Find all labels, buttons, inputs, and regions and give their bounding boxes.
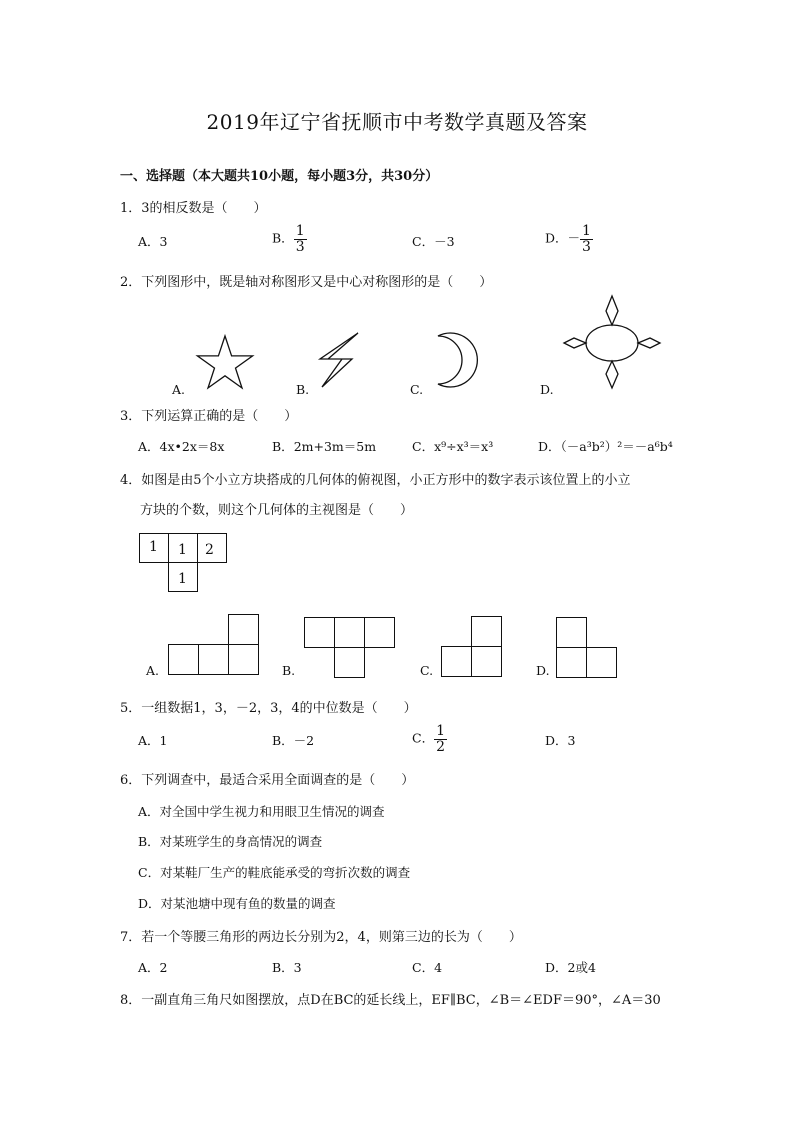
question-1-option-a: A．3 [138, 234, 168, 249]
question-2-option-c: C. [410, 382, 424, 397]
question-4-option-a: A. [146, 663, 160, 678]
grid-number: 1 [149, 539, 158, 555]
question-6-stem: 6．下列调查中，最适合采用全面调查的是（ ） [120, 773, 415, 788]
section-heading: 一、选择题（本大题共10小题，每小题3分，共30分） [120, 169, 439, 184]
question-3-option-c [412, 437, 493, 455]
question-7-stem: 7．若一个等腰三角形的两边长分别为2，4，则第三边的长为（ ） [120, 930, 522, 945]
expression: 2m+3m＝5m [293, 439, 377, 454]
question-4-option-b: B. [282, 663, 296, 678]
fraction [434, 724, 447, 754]
option-label: B． [272, 439, 294, 454]
question-4-stem-line-2: 方块的个数，则这个几何体的主视图是（ ） [140, 503, 414, 518]
crescent-moon-figure [428, 330, 486, 390]
question-1-option-b [272, 224, 307, 254]
grid-number: 1 [178, 542, 187, 558]
question-4-option-d: D. [536, 663, 550, 678]
question-6-option-c: C．对某鞋厂生产的鞋底能承受的弯折次数的调查 [138, 865, 411, 880]
question-1-stem: 1．3的相反数是（ ） [120, 201, 267, 216]
question-7-option-d: D．2或4 [545, 960, 596, 975]
question-4-stem-line-1: 4．如图是由5个小立方块搭成的几何体的俯视图，小正方形中的数字表示该位置上的小立 [120, 473, 631, 488]
question-6-option-b: B．对某班学生的身高情况的调查 [138, 834, 323, 849]
expression: 4x•2x＝8x [159, 439, 225, 454]
option-label: A． [138, 439, 160, 454]
question-1-option-c: C．－3 [412, 234, 455, 249]
question-5-option-a: A．1 [138, 733, 168, 748]
question-5-option-c [412, 724, 447, 754]
question-3-option-d [538, 437, 673, 455]
fraction [294, 224, 307, 254]
question-6-option-a: A．对全国中学生视力和用眼卫生情况的调查 [138, 804, 385, 819]
question-2-stem: 2．下列图形中，既是轴对称图形又是中心对称图形的是（ ） [120, 275, 493, 290]
question-1-option-d [545, 224, 593, 254]
grid-cell [364, 617, 395, 648]
question-3-option-b [272, 437, 376, 455]
denominator: 3 [295, 238, 305, 255]
option-label: D．－ [545, 230, 581, 246]
ellipse-diamond-figure [562, 294, 662, 390]
grid-cell [556, 647, 587, 678]
lightning-figure [318, 331, 362, 389]
option-label: D． [538, 439, 561, 454]
grid-cell [304, 617, 335, 648]
question-2-option-b: B. [296, 382, 310, 397]
question-4-option-c: C. [420, 663, 434, 678]
fraction [580, 224, 593, 254]
expression: x⁹÷x³＝x³ [434, 439, 494, 454]
grid-cell [334, 647, 365, 678]
option-label: B． [272, 230, 294, 246]
numerator: 1 [295, 223, 305, 239]
numerator: 1 [436, 723, 445, 739]
grid-cell [334, 617, 365, 648]
grid-cell [198, 644, 229, 675]
grid-cell [471, 646, 502, 677]
grid-number: 1 [178, 571, 187, 587]
page-title: 2019年辽宁省抚顺市中考数学真题及答案 [206, 110, 588, 134]
denominator: 2 [436, 738, 445, 755]
expression: （－a³b²）²＝－a⁶b⁴ [560, 439, 673, 454]
question-5-stem: 5．一组数据1，3，－2，3，4的中位数是（ ） [120, 701, 417, 716]
grid-cell [556, 617, 587, 648]
option-label: C． [412, 439, 435, 454]
question-7-option-a: A．2 [138, 960, 168, 975]
grid-cell [228, 614, 259, 645]
grid-number: 2 [205, 542, 214, 558]
question-5-option-d: D．3 [545, 733, 576, 748]
star-figure [195, 334, 255, 392]
question-3-option-a [138, 437, 224, 455]
question-7-option-b: B．3 [272, 960, 302, 975]
question-2-option-d: D. [540, 382, 554, 397]
grid-cell [441, 646, 472, 677]
question-3-stem: 3．下列运算正确的是（ ） [120, 409, 298, 424]
grid-cell [471, 616, 502, 647]
option-label: C． [412, 730, 435, 746]
question-7-option-c: C．4 [412, 960, 443, 975]
grid-cell [168, 644, 199, 675]
numerator: 1 [582, 223, 591, 239]
denominator: 3 [582, 238, 591, 255]
grid-cell [228, 644, 259, 675]
grid-cell [586, 647, 617, 678]
question-8-stem: 8．一副直角三角尺如图摆放，点D在BC的延长线上，EF∥BC，∠B＝∠EDF＝90°，∠A＝30 [120, 993, 661, 1008]
question-2-option-a: A. [172, 382, 186, 397]
question-6-option-d: D．对某池塘中现有鱼的数量的调查 [138, 896, 336, 911]
question-5-option-b: B．－2 [272, 733, 315, 748]
